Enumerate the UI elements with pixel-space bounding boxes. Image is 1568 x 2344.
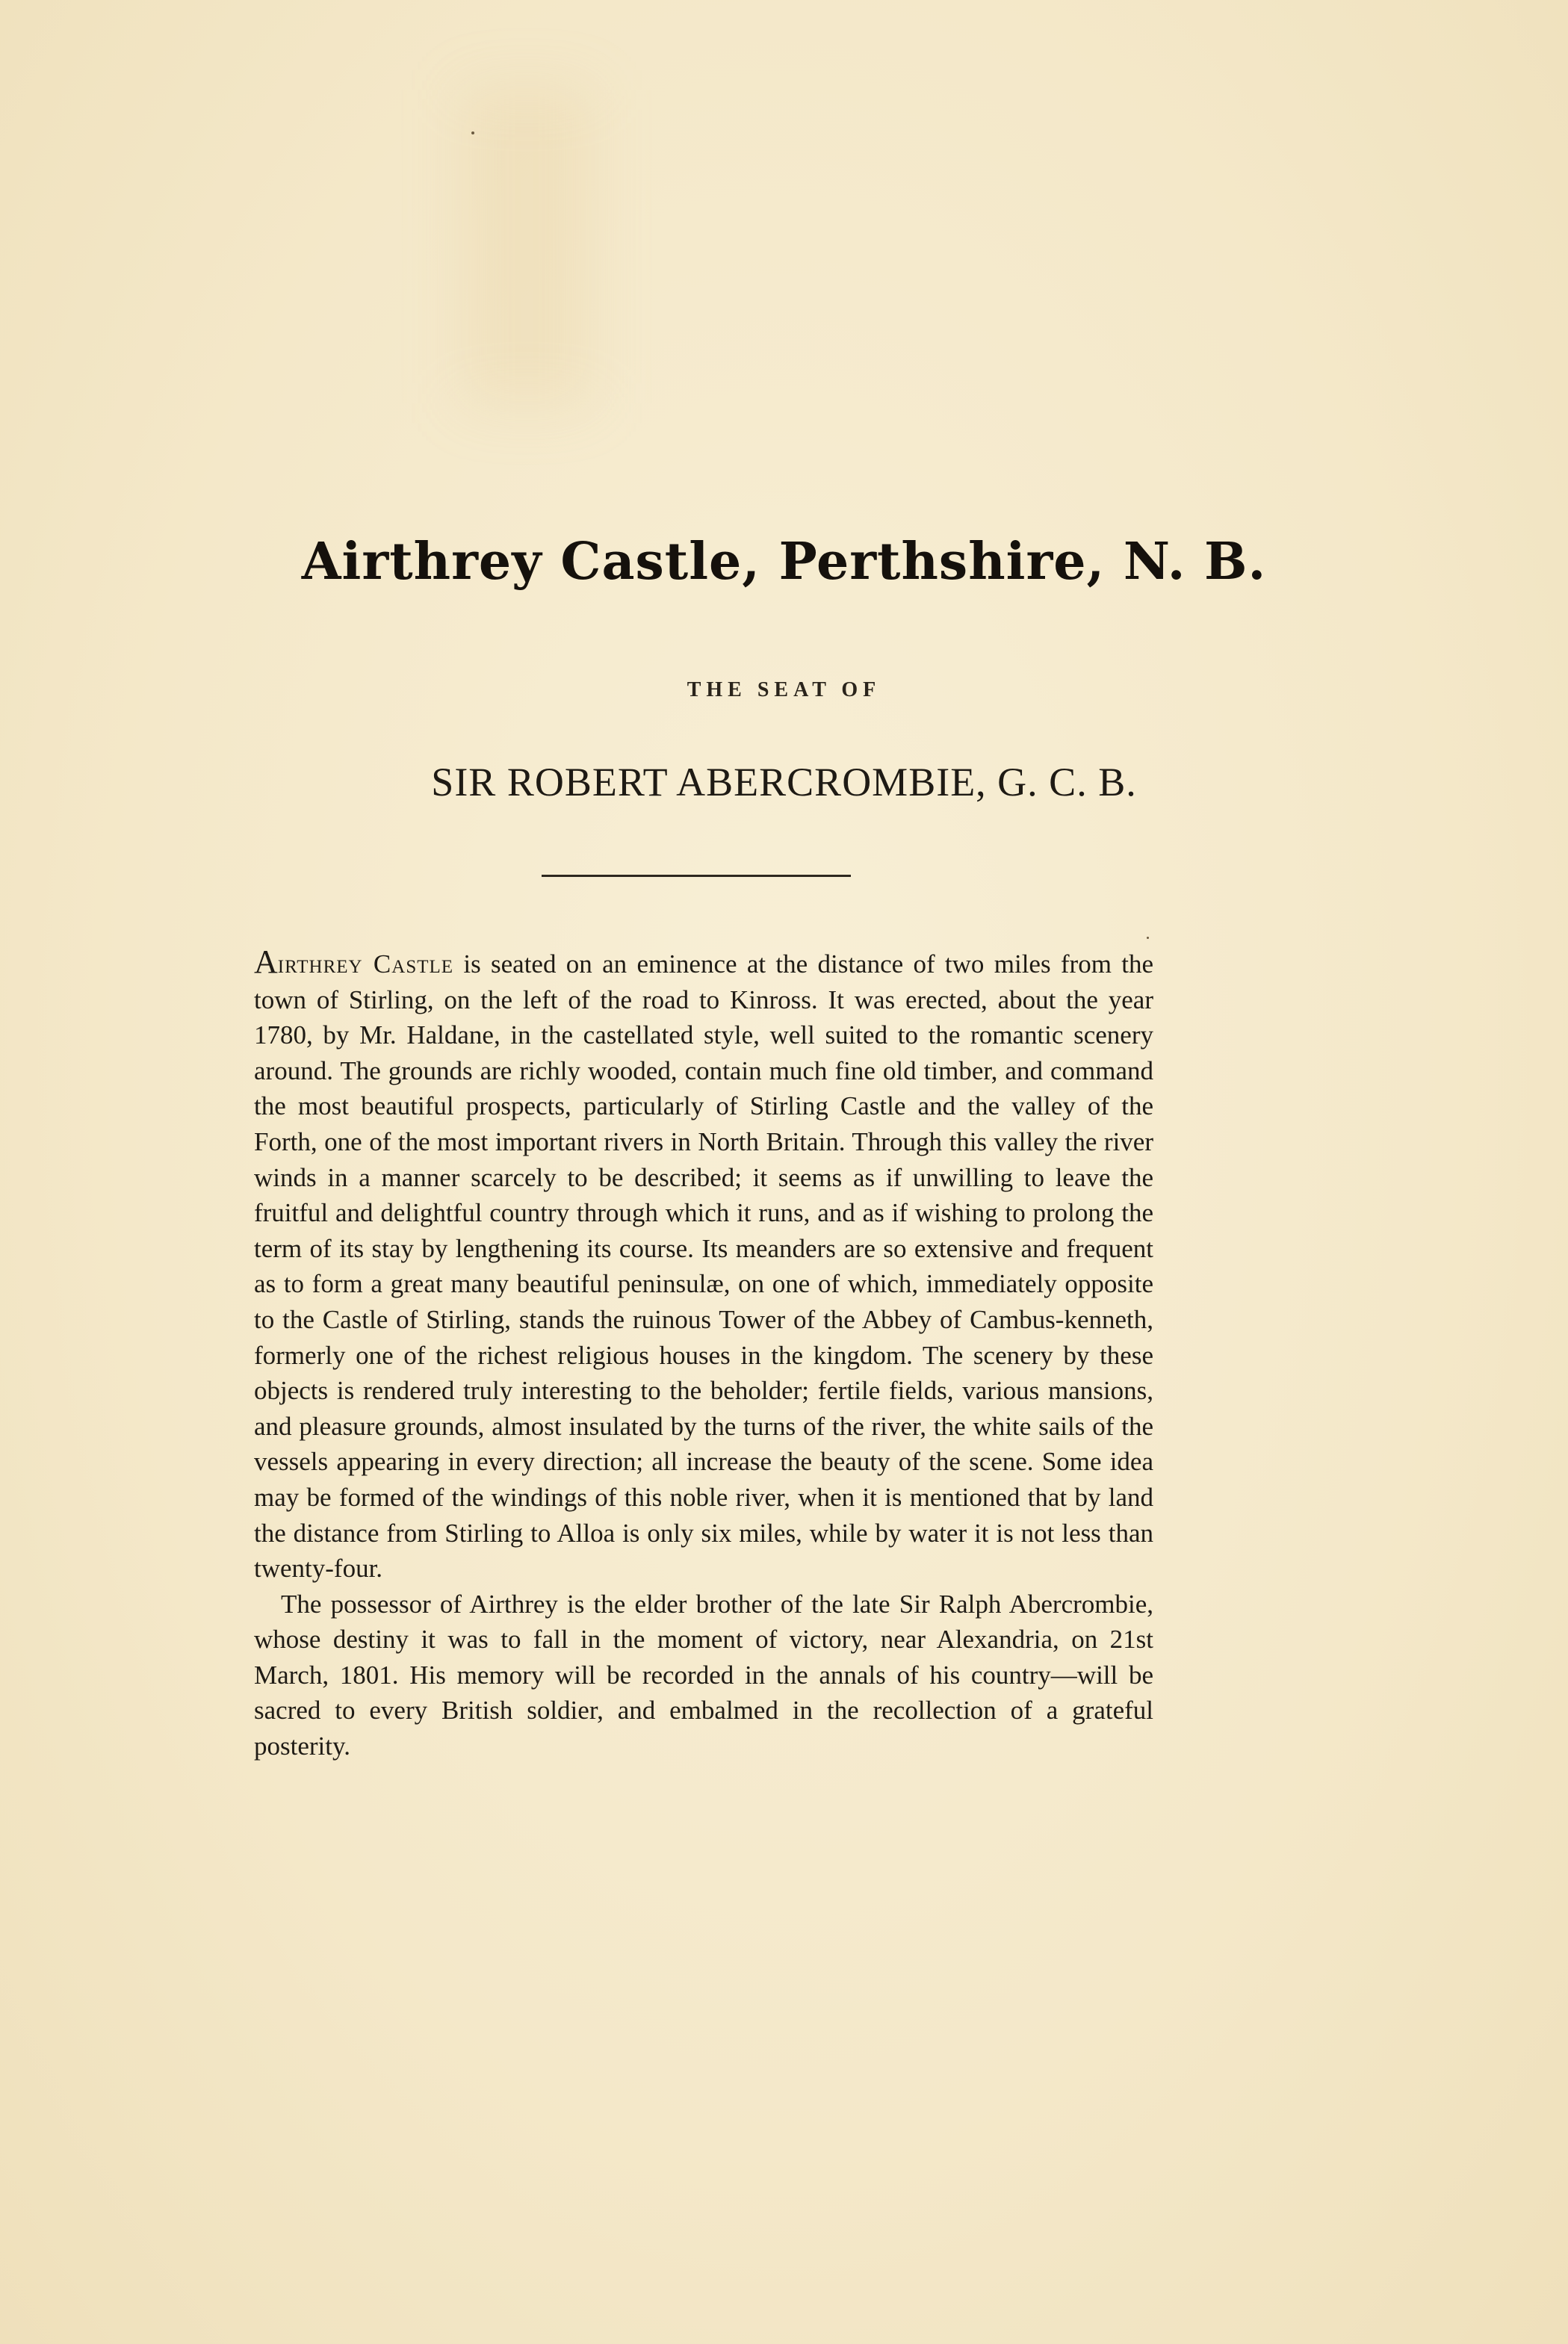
paper-speck bbox=[471, 131, 474, 134]
paper-speck bbox=[1147, 937, 1149, 939]
paragraph-1 bbox=[254, 944, 1153, 1587]
lead-small-caps: irthrey Castle bbox=[277, 949, 454, 979]
divider-rule bbox=[542, 875, 851, 877]
drop-cap: A bbox=[254, 943, 278, 980]
body-text bbox=[254, 944, 1153, 1764]
paragraph-1-text: is seated on an eminence at the distance of two miles from the town of Stirling, on the left of the road to Kinross. It was erected, about the year 1780, by Mr. Haldane, in the castellated style, well suited to the romantic scenery around. The grounds are richly wooded, contain much fine old timber, and command the most beautiful prospects, particularly of Stirling Castle and the valley of the Forth, one of the most important rivers in North Britain. Through this valley the river winds in a manner scarcely to be described; it seems as if unwilling to leave the fruitful and delightful country through which it runs, and as if wishing to prolong the term of its stay by lengthening its course. Its meanders are so extensive and frequent as to form a great many beautiful peninsulæ, on one of which, immediately opposite to the Castle of Stirling, stands the ruinous Tower of the Abbey of Cambus-kenneth, formerly one of the richest religious houses in the kingdom. The scenery by these objects is rendered truly interesting to the beholder; fertile fields, various mansions, and pleasure grounds, almost insulated by the turns of the river, the white sails of the vessels appearing in every direction; all increase the beauty of the scene. Some idea may be formed of the windings of this noble river, when it is mentioned that by land the distance from Stirling to Alloa is only six miles, while by water it is not less than twenty-four. bbox=[254, 949, 1153, 1584]
paragraph-2: The possessor of Airthrey is the elder brother of the late Sir Ralph Abercrombie, whose destiny it was to fall in the moment of victory, near Alexandria, on 21st March, 1801. His memory will be recorded in the annals of his country—will be sacred to every British soldier, and embalmed in the recollection of a grateful posterity. bbox=[254, 1589, 1153, 1761]
page-title: Airthrey Castle, Perthshire, N. B. bbox=[301, 532, 1267, 592]
seat-of-label: THE SEAT OF bbox=[687, 678, 881, 701]
paper-stain bbox=[463, 90, 590, 403]
owner-name: SIR ROBERT ABERCROMBIE, G. C. B. bbox=[431, 760, 1137, 804]
